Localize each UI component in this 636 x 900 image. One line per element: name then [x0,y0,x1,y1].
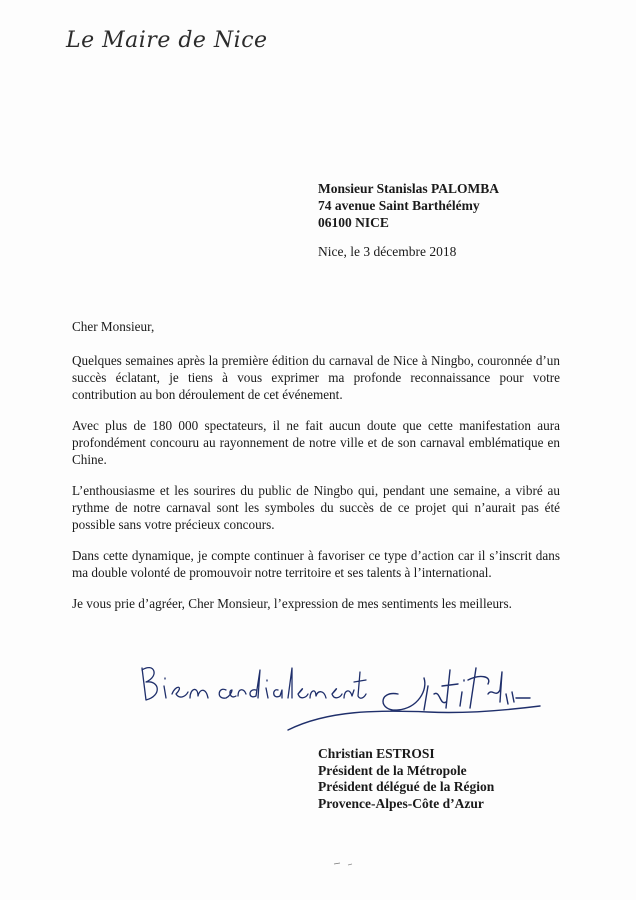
handwritten-note-strokes [142,668,366,700]
paragraph: L’enthousiasme et les sourires du public de Ningbo qui, pendant une semaine, a vibré au rythme de notre carnaval sont les symboles du succès de ce projet qui n’aurait pas été possible sans votre précieux concours. [72,483,560,532]
letterhead: Le Maire de Nice [66,28,268,53]
paragraph: Dans cette dynamique, je compte continuer à favoriser ce type d’action car il s’inscrit dans ma double volonté de promouvoir notre territoire et ses talents à l’international. [72,548,560,580]
signature-strokes [288,668,540,730]
letter-date: Nice, le 3 décembre 2018 [318,244,457,259]
signer-title: Président de la Métropole [318,762,467,778]
signer-title: Provence-Alpes-Côte d’Azur [318,795,484,811]
letter-body [72,318,560,626]
recipient-address [318,180,499,231]
salutation: Cher Monsieur, [72,319,155,334]
paragraph: Quelques semaines après la première édition du carnaval de Nice à Ningbo, couronnée d’un succès éclatant, je tiens à vous exprimer ma profonde reconnaissance pour votre contribution au bon déroulement de cet événement. [72,353,560,402]
recipient-street: 74 avenue Saint Barthélémy [318,198,480,213]
signature-block [318,746,494,812]
signer-title: Président délégué de la Région [318,779,495,794]
handwritten-signature [128,650,548,740]
paper-specks [330,858,370,870]
recipient-name: Monsieur Stanislas PALOMBA [318,181,500,196]
recipient-city: 06100 NICE [318,215,389,230]
signer-name: Christian ESTROSI [318,746,435,761]
closing-paragraph: Je vous prie d’agréer, Cher Monsieur, l’expression de mes sentiments les meilleurs. [72,596,512,611]
paragraph: Avec plus de 180 000 spectateurs, il ne fait aucun doute que cette manifestation aura profondément concouru au rayonnement de notre ville et de son carnaval emblématique en Chine. [72,418,560,467]
